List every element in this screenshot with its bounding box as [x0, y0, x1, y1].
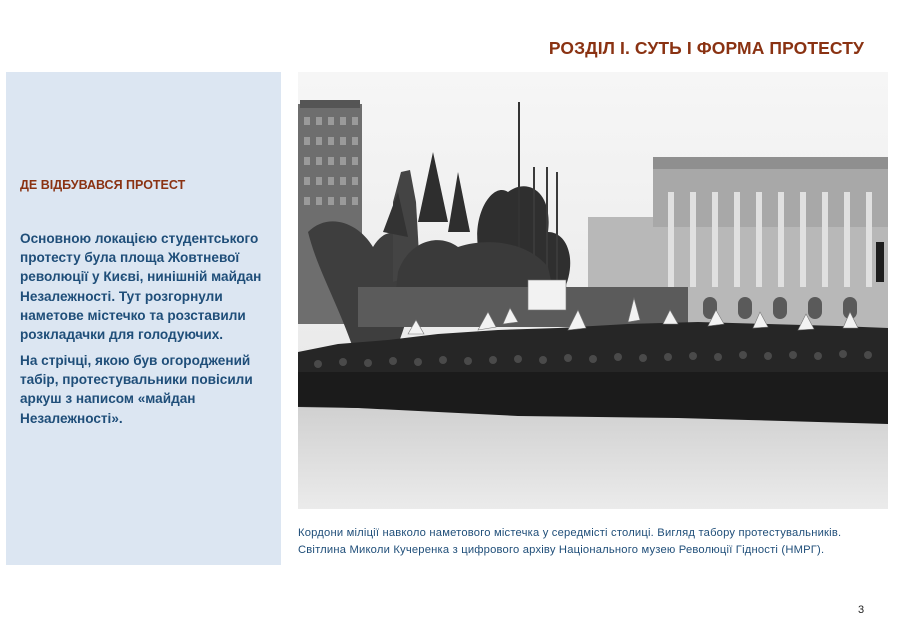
sidebar-paragraph-sign: На стрічці, якою був огороджений табір, протестувальники повісили аркуш з написом «майдан Незалежності». — [20, 353, 253, 426]
photo-caption — [298, 525, 893, 559]
sidebar-panel — [6, 72, 281, 565]
section-title: РОЗДІЛ І. СУТЬ І ФОРМА ПРОТЕСТУ — [548, 38, 864, 58]
sidebar-heading: ДЕ ВІДБУВАВСЯ ПРОТЕСТ — [20, 178, 186, 192]
sidebar-paragraph-location: Основною локацією студентського протесту була площа Жовтневої революції у Києві, нинішній майдан Незалежності. Тут розгорнули наметове містечко та розставили розкладачки для голодуючих. — [20, 231, 262, 343]
caption-line-2: Світлина Миколи Кучеренка з цифрового архіву Національного музею Революції Гідності (НМРГ). — [298, 544, 825, 556]
page-number: 3 — [858, 604, 865, 616]
protest-photo — [298, 72, 888, 509]
caption-line-1: Кордони міліції навколо наметового містечка у середмісті столиці. Вигляд табору протестувальників. — [298, 527, 842, 539]
